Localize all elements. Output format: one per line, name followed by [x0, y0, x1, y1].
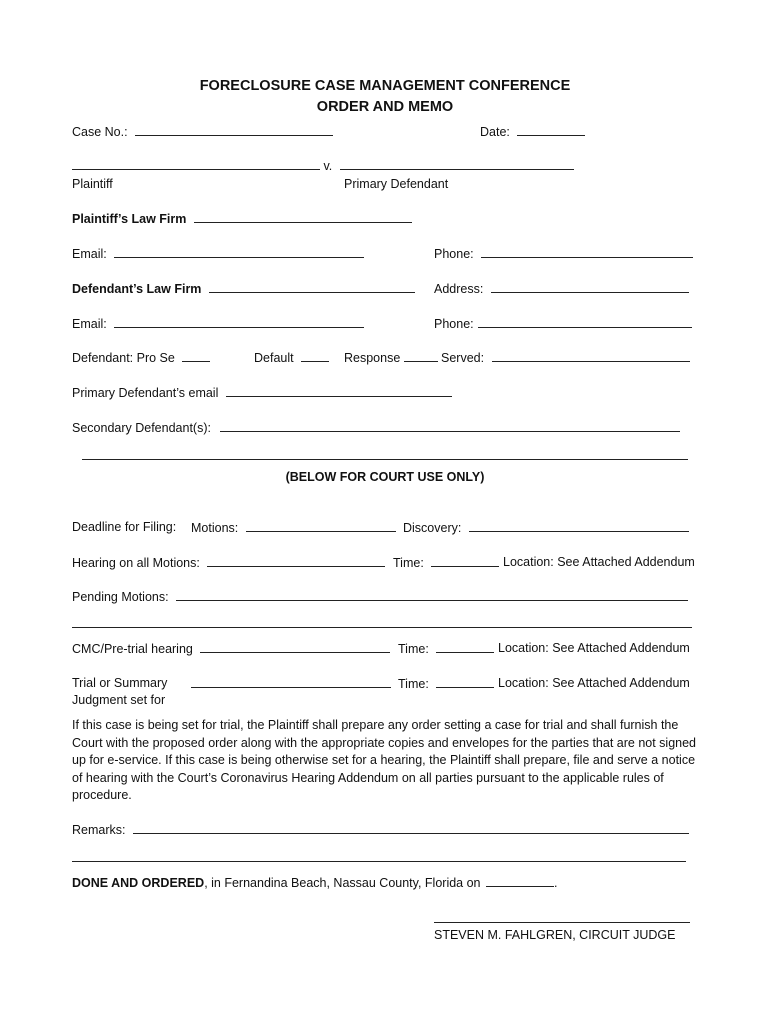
secondary-defendants-label: Secondary Defendant(s): [72, 421, 211, 435]
done-ordered-end: . [553, 876, 558, 890]
cmc-row [72, 641, 390, 656]
form-title-line1: FORECLOSURE CASE MANAGEMENT CONFERENCE [199, 78, 571, 94]
defendant-email-row [72, 316, 364, 331]
date-field[interactable] [517, 124, 585, 136]
plaintiff-label: Plaintiff [72, 177, 113, 191]
pending-motions-row [72, 589, 688, 604]
trial-time-field[interactable] [436, 676, 494, 688]
defendant-phone-label: Phone: [434, 317, 474, 331]
done-ordered-bold: DONE AND ORDERED [72, 876, 205, 890]
pending-motions-field[interactable] [176, 589, 688, 601]
trial-label-line2: Judgment set for [72, 693, 166, 707]
cmc-time-label: Time: [398, 642, 429, 656]
response-field[interactable] [404, 350, 438, 362]
plaintiff-name-field[interactable] [72, 158, 320, 170]
response-row [344, 350, 438, 365]
motions-deadline-row [191, 520, 396, 535]
hearing-time-row [393, 555, 499, 570]
motions-deadline-field[interactable] [246, 520, 396, 532]
pro-se-field[interactable] [182, 350, 210, 362]
plaintiff-phone-row [434, 246, 693, 261]
primary-defendant-label: Primary Defendant [344, 177, 449, 191]
remarks-row [72, 822, 689, 837]
remarks-label: Remarks: [72, 823, 126, 837]
case-no-field[interactable] [135, 124, 333, 136]
remarks-field-line2[interactable] [72, 861, 686, 862]
default-field[interactable] [301, 350, 329, 362]
defendant-phone-field[interactable] [478, 316, 692, 328]
plaintiff-law-firm-field[interactable] [194, 211, 412, 223]
judge-signature-line[interactable] [434, 922, 690, 923]
default-label: Default [254, 351, 294, 365]
plaintiff-email-label: Email: [72, 247, 107, 261]
secondary-defendants-field[interactable] [220, 420, 680, 432]
primary-defendant-name-field[interactable] [340, 158, 574, 170]
plaintiff-phone-field[interactable] [481, 246, 693, 258]
case-no-row [72, 124, 333, 139]
remarks-field[interactable] [133, 822, 689, 834]
trial-time-row [398, 676, 494, 691]
hearing-row [72, 555, 385, 570]
defendant-email-field[interactable] [114, 316, 364, 328]
secondary-defendants-row [72, 420, 680, 435]
defendant-law-firm-field[interactable] [209, 281, 415, 293]
done-ordered-row [72, 875, 557, 890]
response-label: Response [344, 351, 401, 365]
primary-defendant-email-label: Primary Defendant’s email [72, 386, 219, 400]
hearing-date-field[interactable] [207, 555, 385, 567]
primary-defendant-email-field[interactable] [226, 385, 452, 397]
pending-motions-field-line2[interactable] [72, 627, 692, 628]
plaintiff-law-firm-row [72, 211, 412, 226]
pro-se-row [72, 350, 210, 365]
primary-defendant-email-row [72, 385, 452, 400]
pending-motions-label: Pending Motions: [72, 590, 169, 604]
served-label: Served: [441, 351, 485, 365]
default-row [254, 350, 329, 365]
judge-name: STEVEN M. FAHLGREN, CIRCUIT JUDGE [434, 928, 676, 942]
parties-row [72, 158, 574, 173]
plaintiff-phone-label: Phone: [434, 247, 474, 261]
cmc-location: Location: See Attached Addendum [498, 641, 690, 655]
discovery-deadline-label: Discovery: [403, 521, 462, 535]
motions-deadline-label: Motions: [191, 521, 239, 535]
defendant-address-label: Address: [434, 282, 484, 296]
order-date-field[interactable] [486, 875, 554, 887]
deadline-label: Deadline for Filing: [72, 520, 177, 534]
plaintiff-law-firm-label: Plaintiff’s Law Firm [72, 212, 187, 226]
form-title-line2: ORDER AND MEMO [316, 99, 454, 115]
hearing-time-label: Time: [393, 556, 424, 570]
trial-date-row [191, 676, 391, 691]
served-field[interactable] [492, 350, 690, 362]
trial-time-label: Time: [398, 677, 429, 691]
defendant-email-label: Email: [72, 317, 107, 331]
served-row [441, 350, 690, 365]
cmc-date-field[interactable] [200, 641, 390, 653]
defendant-address-field[interactable] [491, 281, 689, 293]
case-no-label: Case No.: [72, 125, 128, 139]
hearing-location: Location: See Attached Addendum [503, 555, 695, 569]
hearing-label: Hearing on all Motions: [72, 556, 200, 570]
hearing-time-field[interactable] [431, 555, 499, 567]
cmc-label: CMC/Pre-trial hearing [72, 642, 193, 656]
date-label: Date: [480, 125, 510, 139]
done-ordered-text: , in Fernandina Beach, Nassau County, Florida on [204, 876, 481, 890]
date-row [480, 124, 585, 139]
defendant-phone-row [434, 316, 692, 331]
cmc-time-row [398, 641, 494, 656]
trial-label-line1: Trial or Summary [72, 676, 168, 690]
versus-label: v. [323, 159, 333, 173]
defendant-address-row [434, 281, 689, 296]
plaintiff-email-row [72, 246, 364, 261]
cmc-time-field[interactable] [436, 641, 494, 653]
discovery-deadline-row [403, 520, 689, 535]
trial-date-field[interactable] [191, 676, 391, 688]
secondary-defendants-field-line2[interactable] [82, 459, 688, 460]
defendant-law-firm-row [72, 281, 415, 296]
plaintiff-email-field[interactable] [114, 246, 364, 258]
defendant-law-firm-label: Defendant’s Law Firm [72, 282, 202, 296]
discovery-deadline-field[interactable] [469, 520, 689, 532]
court-use-heading: (BELOW FOR COURT USE ONLY) [285, 470, 485, 484]
trial-location: Location: See Attached Addendum [498, 676, 690, 690]
instructions-paragraph: If this case is being set for trial, the Plaintiff shall prepare any order setting a case for trial and shall furnish the Court with the proposed order along with the appropriate copies and envelopes for the parties that are not signed up for e-service. If this case is being otherwise set for a hearing, the Plaintiff shall prepare, file and serve a notice of hearing with the Court’s Coronavirus Hearing Addendum on all parties pursuant to the applicable rules of procedure. [72, 718, 697, 802]
pro-se-label: Defendant: Pro Se [72, 351, 175, 365]
